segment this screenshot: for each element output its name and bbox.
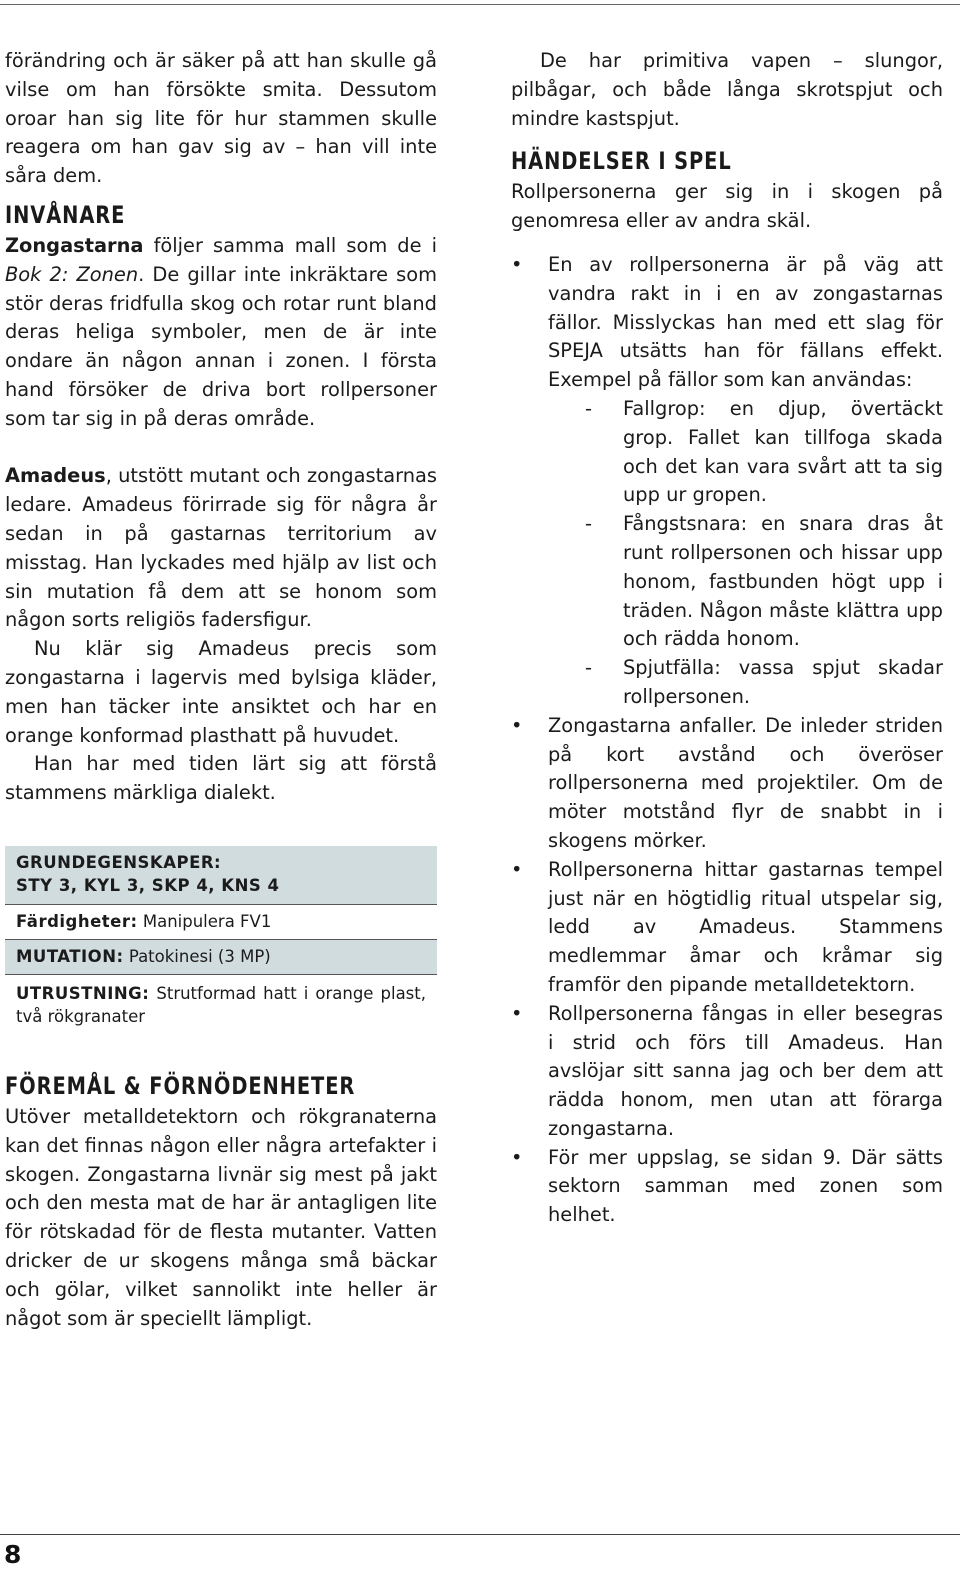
trap-item: - Spjutfälla: vassa spjut skadar rollpersonen. bbox=[548, 654, 943, 712]
right-column bbox=[511, 47, 943, 1230]
inhabitants-text-b: . De gillar inte inkräktare som stör deras fridfulla skog och rotar runt bland deras heliga symboler, men de är inte ondare än någon annan i zonen. I första hand försöker de driva bort rollpersoner som tar sig in på deras område. bbox=[5, 262, 437, 430]
events-list bbox=[511, 251, 943, 1230]
stat-skills-value: Manipulera FV1 bbox=[142, 911, 272, 931]
list-item: • Rollpersonerna hittar gastarnas tempel just när en högtidlig ritual utspelar sig, ledd av Amadeus. Stammens medlemmar åmar och kråmar sig framför den pipande metalldetektorn. bbox=[511, 856, 943, 1000]
stat-mutation-row bbox=[5, 940, 437, 975]
inhabitants-paragraph bbox=[5, 232, 437, 434]
stat-attributes-row bbox=[5, 846, 437, 905]
amadeus-paragraph bbox=[5, 462, 437, 635]
left-column bbox=[5, 47, 437, 1333]
stat-block bbox=[5, 846, 437, 1031]
list-item: • Zongastarna anfaller. De inleder striden på kort avstånd och överöser rollpersonerna med projektiler. Om de möter motstånd flyr de snabbt in i skogens mörker. bbox=[511, 712, 943, 856]
stat-gear-value: Strutformad hatt i orange plast, två rökgranater bbox=[16, 983, 426, 1026]
stat-gear-row bbox=[5, 975, 437, 1031]
list-item bbox=[511, 251, 943, 712]
stat-gear-label: UTRUSTNING: bbox=[16, 983, 150, 1003]
items-heading: FÖREMÅL & FÖRNÖDENHETER bbox=[5, 1071, 356, 1100]
events-heading: HÄNDELSER I SPEL bbox=[511, 147, 732, 176]
stat-skills-row bbox=[5, 905, 437, 940]
book-reference: Bok 2: Zonen bbox=[5, 262, 139, 286]
events-intro: Rollpersonerna ger sig in i skogen på genomresa eller av andra skäl. bbox=[511, 180, 943, 233]
list-item: • För mer uppslag, se sidan 9. Där sätts sektorn samman med zonen som helhet. bbox=[511, 1144, 943, 1230]
items-paragraph: Utöver metalldetektorn och rökgranaterna kan det finnas någon eller några artefakter i skogen. Zongastarna livnär sig mest på jakt och den mesta mat de har är antagligen lite för rötskadad för de flesta mutanter. Vatten dricker de ur skogens många små bäckar och gölar, vilket sannolikt inte heller är något som är speciellt lämpligt. bbox=[5, 1104, 437, 1330]
amadeus-text: , utstött mutant och zongastarnas ledare. Amadeus förirrade sig för några år sedan in på gastarnas territorium av misstag. Han lyckades med hjälp av list och sin mutation få dem att se honom som någon sorts religiös fadersfigur. bbox=[5, 464, 437, 632]
weapons-paragraph: De har primitiva vapen – slungor, pilbågar, och både långa skrotspjut och mindre kastspjut. bbox=[511, 49, 943, 130]
stat-mutation-label: MUTATION: bbox=[16, 946, 124, 966]
top-rule bbox=[0, 4, 960, 5]
amadeus-dialect-paragraph: Han har med tiden lärt sig att förstå stammens märkliga dialekt. bbox=[5, 752, 437, 805]
trap-item: - Fallgrop: en djup, övertäckt grop. Fallet kan tillfoga skada och det kan vara svårt att ta sig upp ur gropen. bbox=[548, 395, 943, 510]
trap-item: - Fångstsnara: en snara dras åt runt rollpersonen och hissar upp honom, fastbunden högt upp i träden. Någon måste klättra upp och rädda honom. bbox=[548, 510, 943, 654]
stat-skills-label: Färdigheter: bbox=[16, 911, 138, 931]
stat-attributes-label: GRUNDEGENSKAPER: bbox=[16, 852, 222, 872]
stat-mutation-value: Patokinesi (3 MP) bbox=[128, 946, 271, 966]
inhabitants-heading: INVÅNARE bbox=[5, 200, 126, 229]
stat-attributes-value: STY 3, KYL 3, SKP 4, KNS 4 bbox=[16, 875, 280, 895]
amadeus-appearance-paragraph: Nu klär sig Amadeus precis som zongastarna i lagervis med bylsiga kläder, men han täcker inte ansiktet och har en orange konformad plasthatt på huvudet. bbox=[5, 637, 437, 747]
bottom-rule bbox=[0, 1534, 960, 1535]
page-number: 8 bbox=[4, 1540, 23, 1569]
traps-list bbox=[548, 395, 943, 712]
zongastarna-term: Zongastarna bbox=[5, 233, 144, 257]
amadeus-term: Amadeus bbox=[5, 464, 106, 488]
intro-paragraph: förändring och är säker på att han skulle gå vilse om han försökte smita. Dessutom oroar han sig lite för hur stammen skulle reagera om han gav sig av – han vill inte såra dem. bbox=[5, 49, 437, 188]
inhabitants-text-a: följer samma mall som de i bbox=[143, 233, 437, 257]
list-item-text: En av rollpersonerna är på väg att vandra rakt in i en av zongastarnas fällor. Misslyckas han med ett slag för SPEJA utsätts han för fällans effekt. Exempel på fällor som kan användas: bbox=[548, 252, 943, 392]
list-item: • Rollpersonerna fångas in eller besegras i strid och förs till Amadeus. Han avslöjar sitt sanna jag och ber dem att rädda honom, men utan att förarga zongastarna. bbox=[511, 1000, 943, 1144]
